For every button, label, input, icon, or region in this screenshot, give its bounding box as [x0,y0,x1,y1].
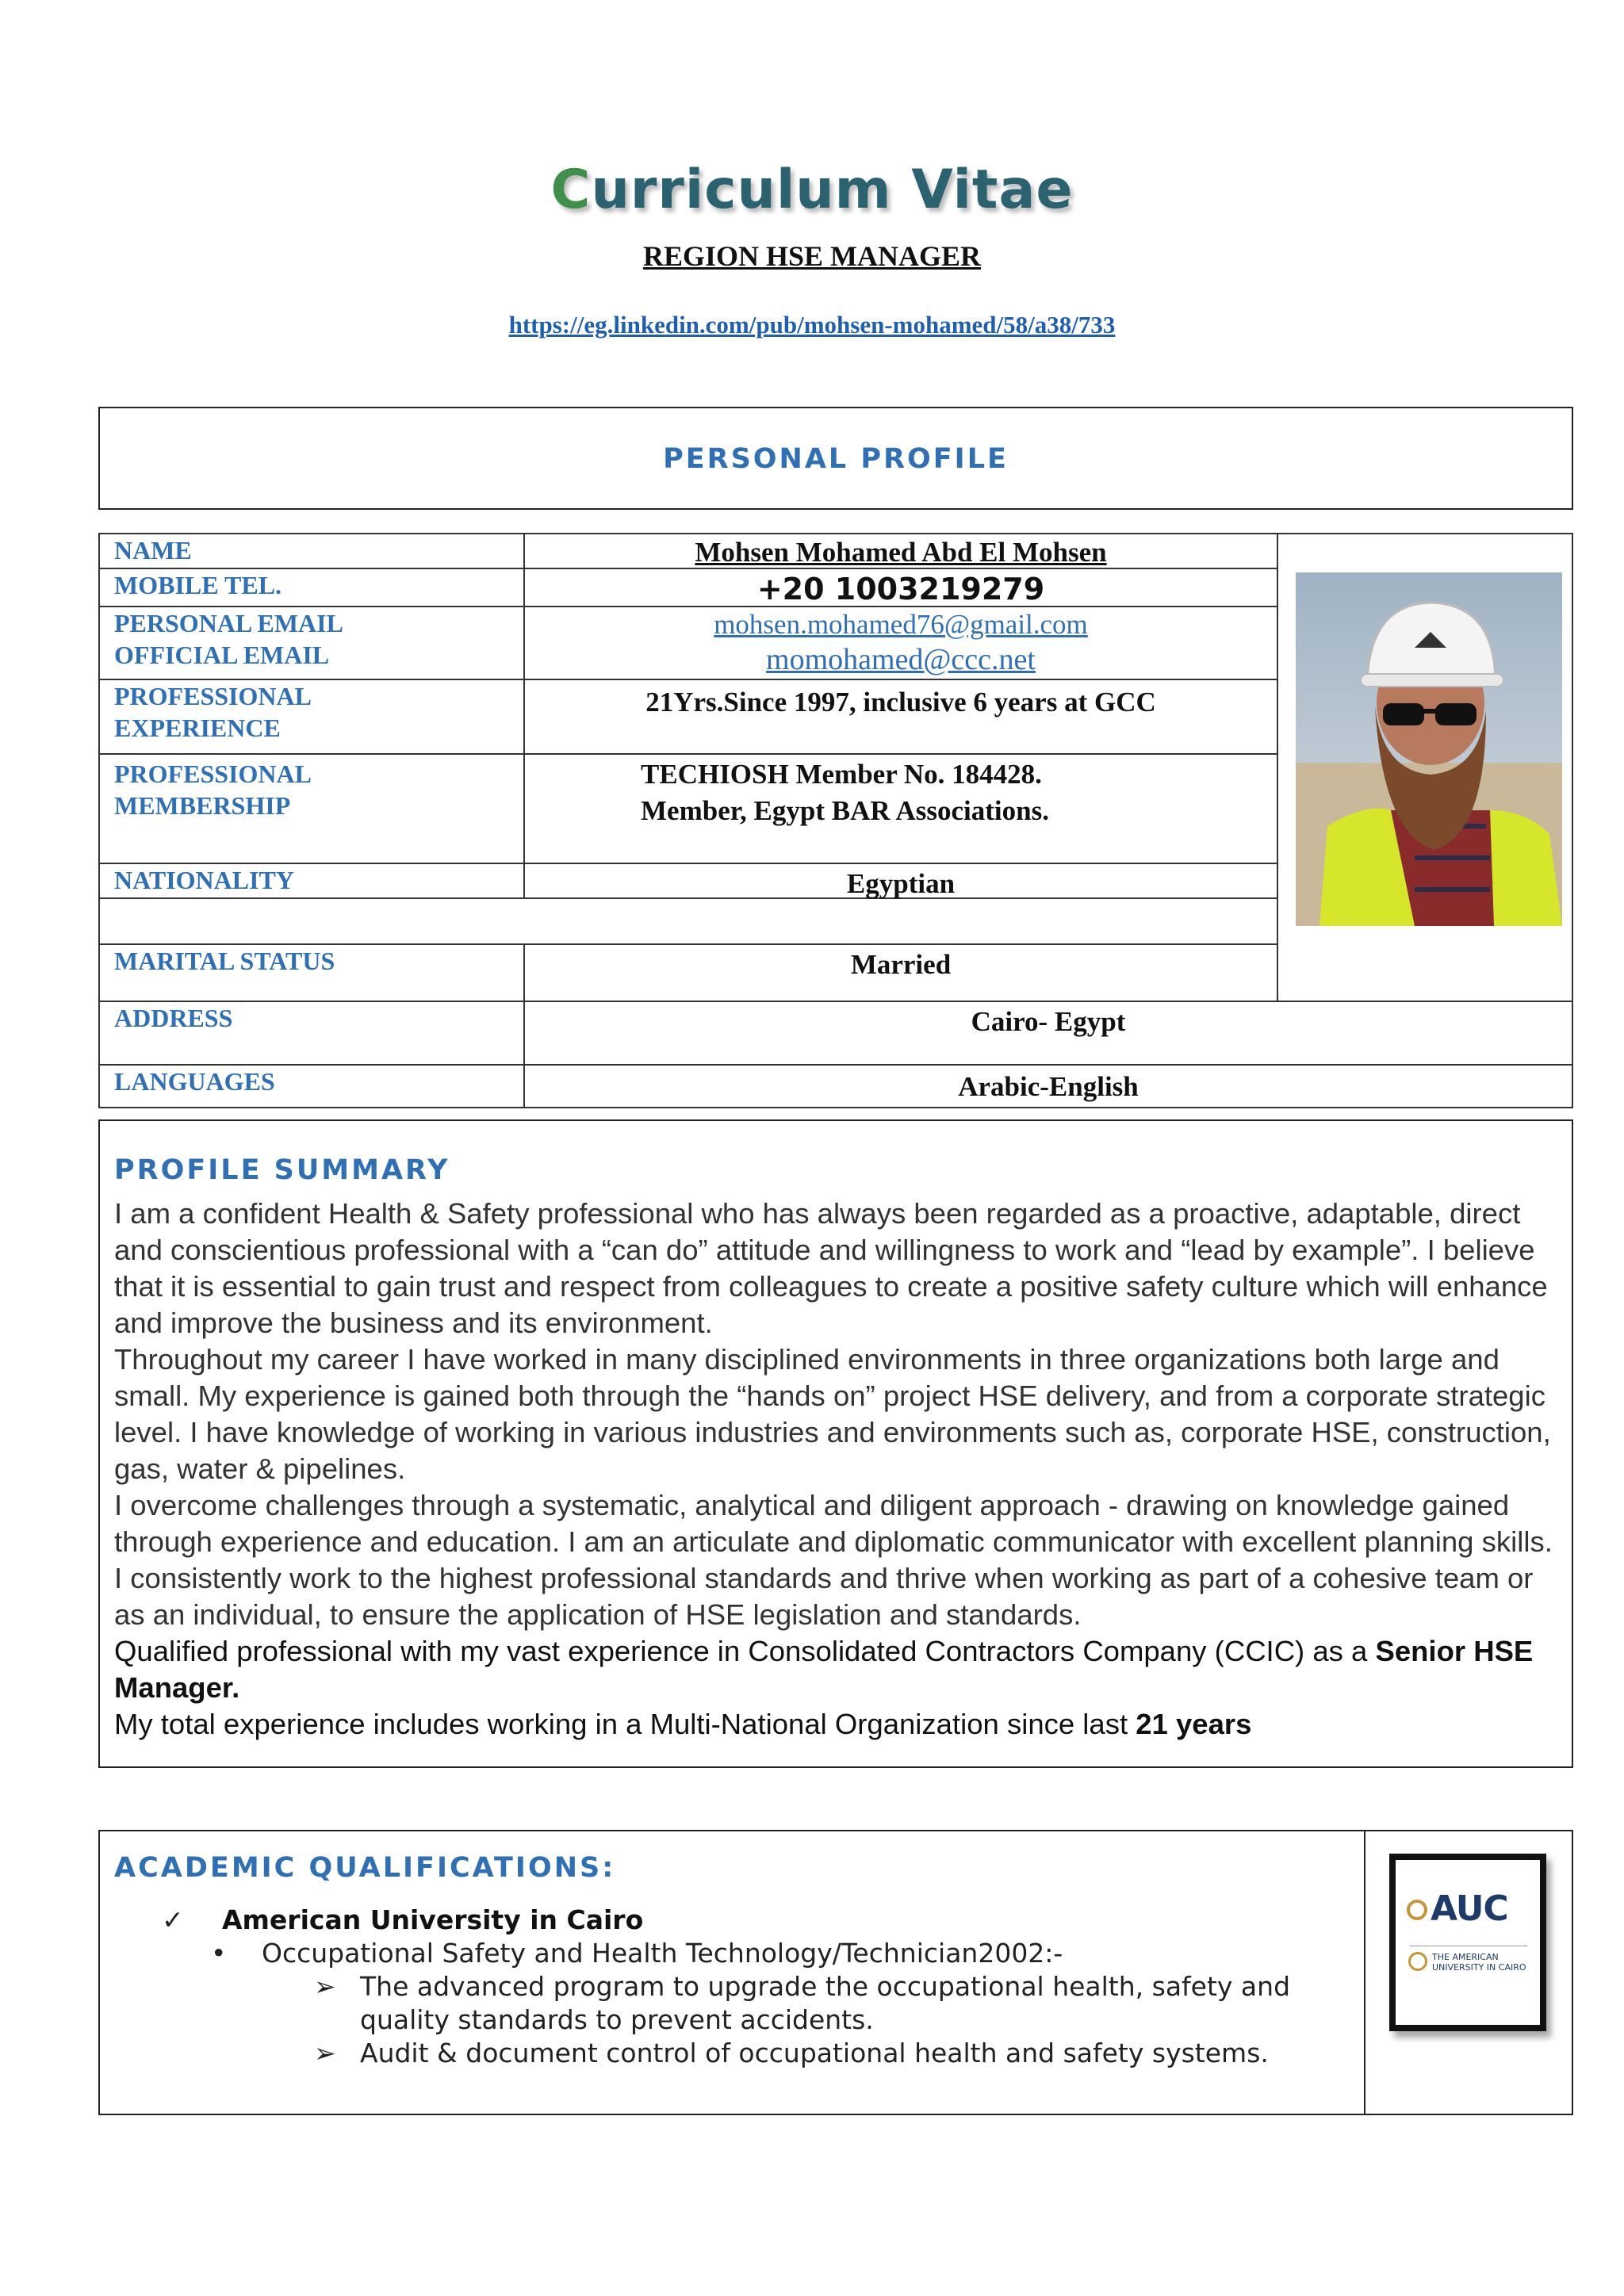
cv-title [0,159,1624,221]
spacer-row [98,897,1278,945]
auc-logo [1389,1854,1546,2031]
address-value: Cairo- Egypt [523,1001,1573,1066]
nationality-label: NATIONALITY [98,863,525,899]
auc-subtitle-line-1: THE AMERICAN [1432,1952,1499,1962]
arrow-bullet-icon: ➢ [314,1971,336,2002]
summary-paragraph-2: Throughout my career I have worked in many disciplined environments in three organizations both large and small. My experience is gained both through the “hands on” project HSE delivery, and from a corporate strategic level. I have knowledge of working in various industries and environments such as, corporate HSE, construction, gas, water & pipelines. [114,1343,1551,1485]
profile-photo [1296,572,1562,926]
auc-seal-icon [1407,1900,1427,1920]
experience-label-line-2: EXPERIENCE [114,714,281,742]
summary-p5-bold: 21 years [1136,1708,1252,1740]
membership-value-cell [523,753,1278,864]
personal-profile-header-box [98,407,1573,510]
membership-label-line-1: PROFESSIONAL [114,760,312,788]
job-title: REGION HSE MANAGER [642,240,982,272]
university-name: American University in Cairo [222,1904,644,1935]
summary-p4-bold: Senior HSE Manager. [114,1635,1534,1704]
program-name: Occupational Safety and Health Technology/Technician2002:- [262,1938,1063,1969]
check-mark-icon: ✓ [162,1904,184,1935]
mobile-label: MOBILE TEL. [98,568,525,607]
name-value: Mohsen Mohamed Abd El Mohsen [523,533,1278,569]
cv-title-rest: urriculum Vitae [591,159,1074,221]
experience-value: 21Yrs.Since 1997, inclusive 6 years at GCC [523,679,1278,755]
cv-title-initial: C [550,159,592,221]
official-email-label: OFFICIAL EMAIL [114,641,330,669]
auc-logo-subtitle [1432,1952,1526,1973]
bullet-icon: • [211,1938,227,1969]
experience-label-cell [98,679,525,755]
program-item-1-line-2: quality standards to prevent accidents. [360,2004,874,2035]
summary-p4-text: Qualified professional with my vast experience in Consolidated Contractors Company (CCIC) as a [114,1635,1376,1667]
program-item-1-line-1: The advanced program to upgrade the occupational health, safety and [360,1971,1291,2002]
summary-paragraph-1: I am a confident Health & Safety professional who has always been regarded as a proactive, adaptable, direct and conscientious professional with a “can do” attitude and willingness to work and “lead by example”. I believe that it is essential to gain trust and respect from colleagues to create a positive safety culture which will enhance and improve the business and its environment. [114,1197,1548,1339]
marital-status-value: Married [523,943,1278,1002]
nationality-value: Egyptian [523,863,1278,899]
experience-label-line-1: PROFESSIONAL [114,682,312,710]
profile-summary-text [114,1196,1557,1743]
academic-qualifications-section [98,1830,1573,2115]
languages-label: LANGUAGES [98,1064,525,1108]
email-label-cell [98,606,525,680]
auc-subtitle-line-2: UNIVERSITY IN CAIRO [1432,1962,1526,1973]
membership-label-line-2: MEMBERSHIP [114,791,291,820]
membership-line-2: Member, Egypt BAR Associations. [641,795,1049,826]
academic-divider [1364,1831,1365,2114]
auc-small-seal-icon [1408,1952,1427,1971]
summary-paragraph-5 [114,1706,1557,1743]
academic-heading: ACADEMIC QUALIFICATIONS: [114,1852,616,1884]
summary-p5-text: My total experience includes working in a Multi-National Organization since last [114,1708,1136,1740]
linkedin-link[interactable]: https://eg.linkedin.com/pub/mohsen-mohamed/58/a38/733 [508,311,1116,339]
membership-label-cell [98,753,525,864]
arrow-bullet-icon: ➢ [314,2038,336,2068]
profile-summary-section [98,1119,1573,1768]
languages-value: Arabic-English [523,1064,1573,1108]
membership-line-1: TECHIOSH Member No. 184428. [641,759,1042,790]
official-email-link[interactable]: momohamed@ccc.net [766,643,1036,676]
mobile-value: +20 1003219279 [523,568,1278,607]
personal-email-link[interactable]: mohsen.mohamed76@gmail.com [714,609,1088,640]
profile-summary-heading: PROFILE SUMMARY [114,1154,450,1186]
personal-profile-heading: PERSONAL PROFILE [663,443,1009,475]
name-label: NAME [98,533,525,569]
address-label: ADDRESS [98,1001,525,1066]
email-value-cell [523,606,1278,680]
auc-logo-text: AUC [1431,1888,1508,1929]
marital-status-label: MARITAL STATUS [98,943,525,1002]
program-item-2: Audit & document control of occupational health and safety systems. [360,2038,1269,2068]
summary-paragraph-3: I overcome challenges through a systematic, analytical and diligent approach - drawing on knowledge gained through experience and education. I am an articulate and diplomatic communicator with excellent planning skills. I consistently work to the highest professional standards and thrive when working as part of a cohesive team or as an individual, to ensure the application of HSE legislation and standards. [114,1489,1553,1631]
summary-paragraph-4 [114,1633,1557,1706]
personal-email-label: PERSONAL EMAIL [114,609,343,637]
